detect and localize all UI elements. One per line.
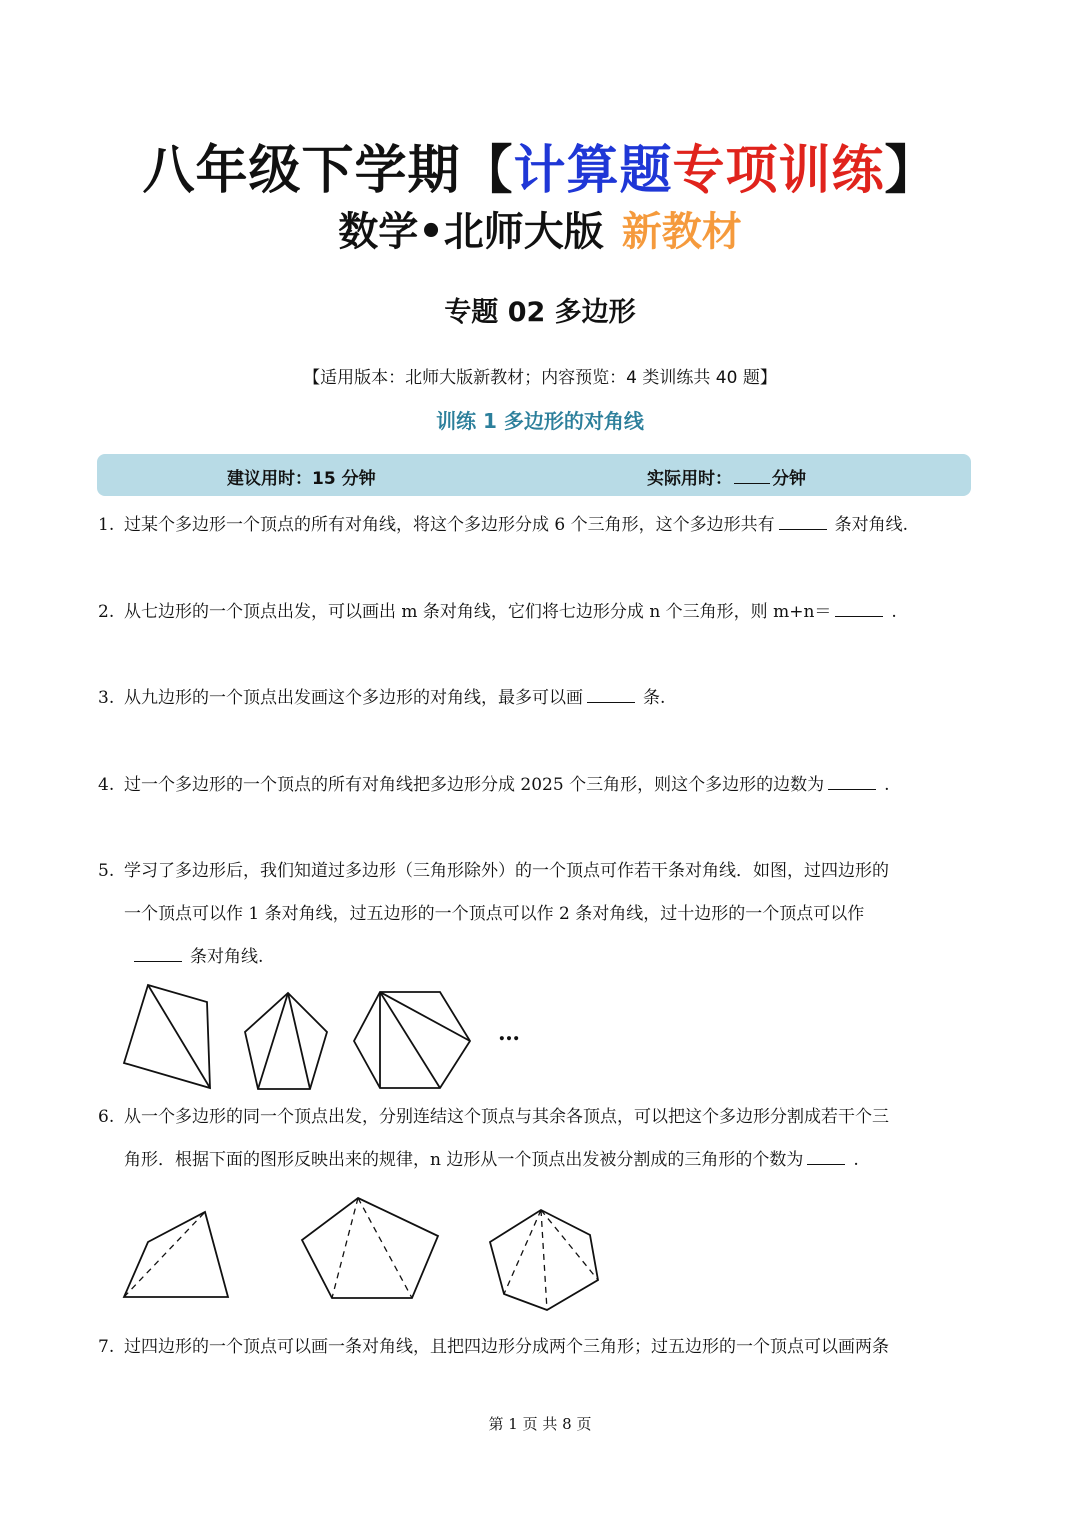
hexagon-figure [354,992,470,1088]
question-number: 1. [98,515,115,535]
question-text-line-3: 条对角线. [190,947,264,967]
page-title [0,128,1080,203]
pentagon-dashed-figure [302,1198,438,1298]
question-number: 6. [98,1107,115,1127]
answer-blank[interactable] [587,684,635,703]
question-text-line-2: 一个顶点可以作 1 条对角线，过五边形的一个顶点可以作 2 条对角线，过十边形的一个顶点可以作 [124,904,865,924]
answer-blank[interactable] [835,598,883,617]
question-text-line-2: 角形．根据下面的图形反映出来的规律，n 边形从一个顶点出发被分割成的三角形的个数为 [124,1150,804,1170]
actual-time-unit: 分钟 [772,469,806,489]
question-5 [98,850,988,979]
actual-time [647,464,806,489]
answer-blank[interactable] [807,1146,845,1165]
q5-figures [110,975,550,1100]
subtitle-accent: 新教材 [621,209,742,255]
question-text: 从七边形的一个顶点出发，可以画出 m 条对角线，它们将七边形分成 n 个三角形，则 m+n＝ [124,602,832,622]
subtitle-main: 数学•北师大版 [338,209,604,255]
quadrilateral-dashed-figure [124,1212,228,1297]
question-number: 5. [98,861,115,881]
question-number: 3. [98,688,115,708]
actual-time-blank[interactable] [734,467,770,484]
training-heading: 训练 1 多边形的对角线 [436,409,644,433]
question-text-end: 条对角线. [834,515,909,535]
pentagon-figure [245,993,327,1089]
answer-blank[interactable] [779,511,827,530]
question-4 [98,764,988,807]
question-text-end: 条. [643,688,666,708]
title-part-1: 八年级下学期【 [142,141,514,201]
quadrilateral-figure [124,985,210,1088]
answer-blank[interactable] [828,771,876,790]
actual-time-label: 实际用时： [647,469,732,489]
answer-blank[interactable] [134,943,182,962]
question-2 [98,591,988,634]
question-text: 从九边形的一个顶点出发画这个多边形的对角线，最多可以画 [124,688,583,708]
question-number: 4. [98,775,115,795]
q6-figures [110,1190,610,1315]
question-text: 过一个多边形的一个顶点的所有对角线把多边形分成 2025 个三角形，则这个多边形的边数为 [124,775,825,795]
question-6 [98,1096,988,1182]
question-text-end: . [853,1150,859,1170]
time-bar [97,454,971,496]
question-3 [98,677,988,720]
ellipsis: … [498,1020,520,1046]
title-part-4: 】 [884,141,938,201]
title-part-3: 专项训练 [672,141,885,201]
question-number: 2. [98,602,115,622]
question-1 [98,504,988,547]
question-7 [98,1326,988,1369]
page-footer: 第 1 页 共 8 页 [488,1415,592,1433]
question-text: 过某个多边形一个顶点的所有对角线，将这个多边形分成 6 个三角形，这个多边形共有 [124,515,775,535]
question-text: 过四边形的一个顶点可以画一条对角线，且把四边形分成两个三角形；过五边形的一个顶点可以画两条 [124,1337,889,1357]
question-text-line-1: 从一个多边形的同一个顶点出发，分别连结这个顶点与其余各顶点，可以把这个多边形分割成若干个三 [124,1107,889,1127]
question-text-end: . [891,602,897,622]
topic-heading: 专题 02 多边形 [444,297,636,328]
edition-info: 【适用版本：北师大版新教材；内容预览：4 类训练共 40 题】 [303,368,777,388]
question-text-line-1: 学习了多边形后，我们知道过多边形（三角形除外）的一个顶点可作若干条对角线．如图，过四边形的 [124,861,889,881]
question-number: 7. [98,1337,115,1357]
question-text-end: . [884,775,890,795]
hexagon-dashed-figure [490,1210,598,1310]
title-part-2: 计算题 [513,141,673,201]
page-subtitle [0,200,1080,257]
suggested-time: 建议用时：15 分钟 [227,469,376,489]
